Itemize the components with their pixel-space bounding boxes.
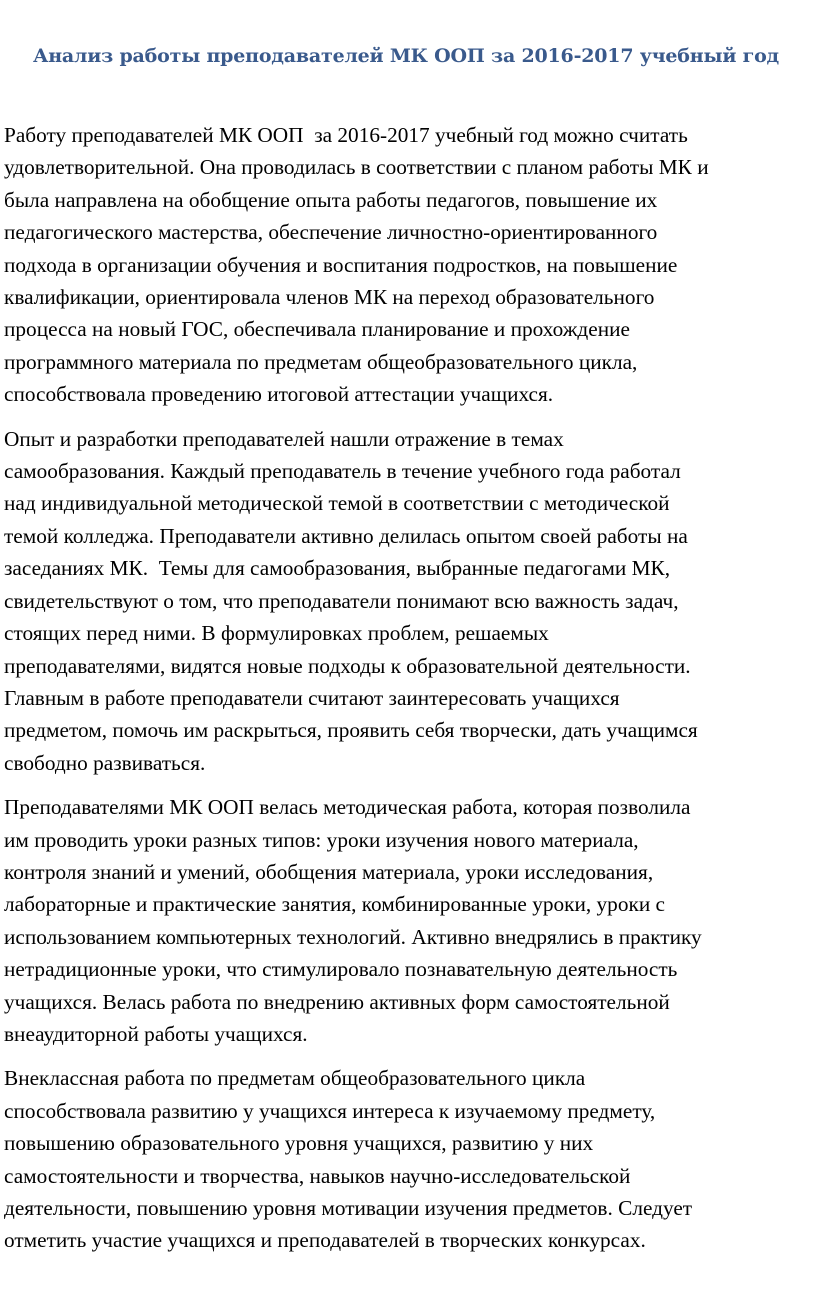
- paragraph-2: [4, 423, 810, 779]
- document-body: [4, 119, 810, 1269]
- text-line: деятельности, повышению уровня мотивации изучения предметов. Следует: [4, 1196, 693, 1220]
- paragraph-4: [4, 1062, 810, 1256]
- text-line: Главным в работе преподаватели считают заинтересовать учащихся: [4, 685, 620, 710]
- text-line: процесса на новый ГОС, обеспечивала планирование и прохождение: [4, 317, 630, 342]
- text-line: темой колледжа. Преподаватели активно делилась опытом своей работы на: [4, 523, 688, 548]
- paragraph-3: [4, 791, 810, 1050]
- text-line: педагогического мастерства, обеспечение личностно-ориентированного: [4, 220, 658, 245]
- text-line: преподавателями, видятся новые подходы к образовательной деятельности.: [4, 653, 691, 678]
- text-line: повышению образовательного уровня учащихся, развитию у них: [4, 1131, 594, 1156]
- text-line: им проводить уроки разных типов: уроки изучения нового материала,: [4, 827, 639, 852]
- text-line: программного материала по предметам общеобразовательного цикла,: [4, 349, 638, 374]
- text-line: квалификации, ориентировала членов МК на переход образовательного: [4, 285, 655, 310]
- text-line: Преподавателями МК ООП велась методическая работа, которая позволила: [4, 795, 691, 820]
- paragraph-1: [4, 119, 810, 411]
- text-line: свидетельствуют о том, что преподаватели понимают всю важность задач,: [4, 588, 679, 613]
- text-line: стоящих перед ними. В формулировках проблем, решаемых: [4, 621, 549, 646]
- text-line: удовлетворительной. Она проводилась в соответствии с планом работы МК и: [4, 155, 709, 180]
- text-line: заседаниях МК. Темы для самообразования, выбранные педагогами МК,: [4, 556, 671, 581]
- text-line: внеаудиторной работы учащихся.: [4, 1021, 308, 1046]
- document-title: Анализ работы преподавателей МК ООП за 2016-2017 учебный год: [32, 45, 780, 67]
- text-line: контроля знаний и умений, обобщения материала, уроки исследования,: [4, 859, 654, 884]
- text-line: использованием компьютерных технологий. Активно внедрялись в практику: [4, 924, 702, 949]
- text-line: самообразования. Каждый преподаватель в течение учебного года работал: [4, 459, 681, 484]
- text-line: способствовала развитию у учащихся интереса к изучаемому предмету,: [4, 1098, 656, 1123]
- text-line: свободно развиваться.: [4, 750, 206, 775]
- text-line: самостоятельности и творчества, навыков научно-исследовательской: [4, 1163, 631, 1188]
- text-line: нетрадиционные уроки, что стимулировало познавательную деятельность: [4, 957, 678, 982]
- text-line: над индивидуальной методической темой в соответствии с методической: [4, 491, 670, 516]
- text-line: отметить участие учащихся и преподавателей в творческих конкурсах.: [4, 1228, 646, 1253]
- text-line: предметом, помочь им раскрыться, проявить себя творчески, дать учащимся: [4, 718, 698, 743]
- text-line: Опыт и разработки преподавателей нашли отражение в темах: [4, 426, 564, 451]
- text-line: подхода в организации обучения и воспитания подростков, на повышение: [4, 252, 678, 277]
- text-line: учащихся. Велась работа по внедрению активных форм самостоятельной: [4, 989, 670, 1014]
- text-line: была направлена на обобщение опыта работы педагогов, повышение их: [4, 187, 658, 212]
- text-line: Внеклассная работа по предметам общеобразовательного цикла: [4, 1066, 586, 1091]
- text-line: способствовала проведению итоговой аттестации учащихся.: [4, 382, 554, 407]
- text-line: Работу преподавателей МК ООП за 2016-2017 учебный год можно считать: [4, 123, 688, 147]
- text-line: лабораторные и практические занятия, комбинированные уроки, уроки с: [4, 892, 666, 917]
